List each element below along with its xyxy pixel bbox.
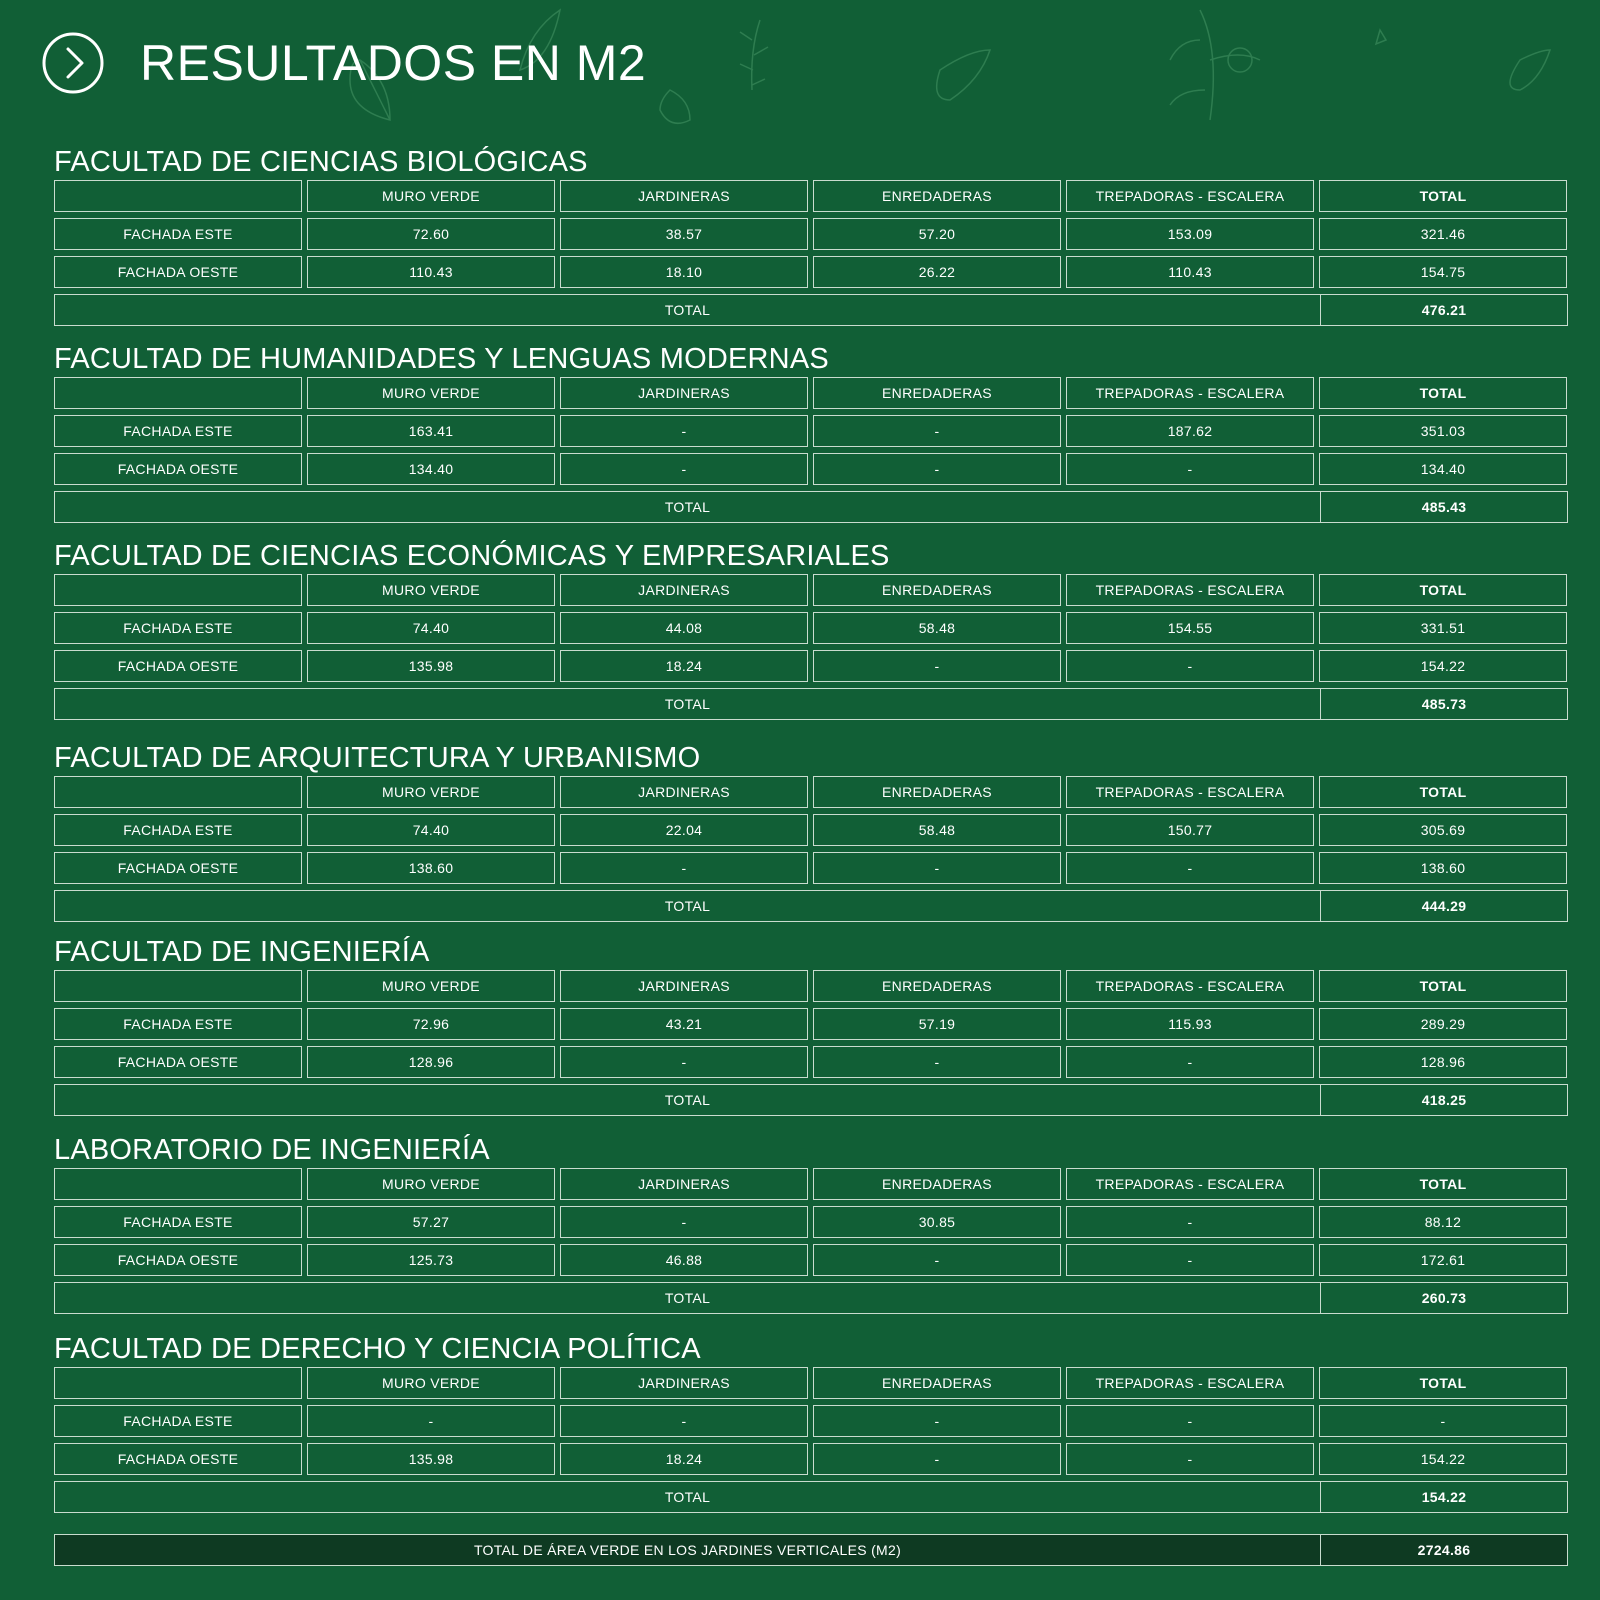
results-section — [54, 740, 1568, 922]
value-cell: 110.43 — [307, 256, 555, 288]
results-section — [54, 1132, 1568, 1314]
value-cell: - — [1066, 1405, 1314, 1437]
value-cell: - — [560, 1046, 808, 1078]
value-cell: 18.10 — [560, 256, 808, 288]
value-cell: 38.57 — [560, 218, 808, 250]
row-label: FACHADA OESTE — [54, 852, 302, 884]
value-cell: - — [560, 1405, 808, 1437]
column-header: MURO VERDE — [307, 1168, 555, 1200]
column-header: TREPADORAS - ESCALERA — [1066, 1168, 1314, 1200]
table-row — [54, 852, 1568, 884]
table-header-row — [54, 1168, 1568, 1200]
value-cell: 135.98 — [307, 1443, 555, 1475]
value-cell: - — [560, 1206, 808, 1238]
row-label: FACHADA ESTE — [54, 415, 302, 447]
value-cell: 57.20 — [813, 218, 1061, 250]
value-cell: 125.73 — [307, 1244, 555, 1276]
table-row — [54, 218, 1568, 250]
row-label: FACHADA OESTE — [54, 1443, 302, 1475]
section-title: FACULTAD DE CIENCIAS ECONÓMICAS Y EMPRESARIALES — [54, 540, 890, 572]
value-cell: - — [813, 415, 1061, 447]
section-title: FACULTAD DE CIENCIAS BIOLÓGICAS — [54, 146, 588, 178]
column-header: JARDINERAS — [560, 180, 808, 212]
column-header: MURO VERDE — [307, 1367, 555, 1399]
table-header-row — [54, 776, 1568, 808]
results-section — [54, 341, 1568, 523]
value-cell: - — [813, 650, 1061, 682]
results-section — [54, 538, 1568, 720]
value-cell: - — [813, 1046, 1061, 1078]
value-cell: 138.60 — [1319, 852, 1567, 884]
column-header — [54, 377, 302, 409]
value-cell: 187.62 — [1066, 415, 1314, 447]
total-row — [54, 491, 1568, 523]
total-value: 154.22 — [1320, 1481, 1568, 1513]
column-header: ENREDADERAS — [813, 180, 1061, 212]
row-label: FACHADA OESTE — [54, 1046, 302, 1078]
row-label: FACHADA ESTE — [54, 1008, 302, 1040]
value-cell: 57.19 — [813, 1008, 1061, 1040]
chevron-right-circle-icon[interactable] — [42, 32, 104, 94]
column-header: TOTAL — [1319, 1367, 1567, 1399]
value-cell: - — [1319, 1405, 1567, 1437]
table-row — [54, 1443, 1568, 1475]
value-cell: - — [813, 1405, 1061, 1437]
value-cell: 115.93 — [1066, 1008, 1314, 1040]
column-header: MURO VERDE — [307, 180, 555, 212]
column-header: TREPADORAS - ESCALERA — [1066, 1367, 1314, 1399]
value-cell: 88.12 — [1319, 1206, 1567, 1238]
table-row — [54, 256, 1568, 288]
grand-total-value: 2724.86 — [1320, 1534, 1568, 1566]
value-cell: 154.22 — [1319, 1443, 1567, 1475]
value-cell: 150.77 — [1066, 814, 1314, 846]
total-value: 485.73 — [1320, 688, 1568, 720]
column-header: ENREDADERAS — [813, 776, 1061, 808]
total-label: TOTAL — [54, 294, 1320, 326]
section-title: FACULTAD DE DERECHO Y CIENCIA POLÍTICA — [54, 1333, 701, 1365]
value-cell: 57.27 — [307, 1206, 555, 1238]
value-cell: - — [560, 415, 808, 447]
column-header: JARDINERAS — [560, 1367, 808, 1399]
row-label: FACHADA ESTE — [54, 218, 302, 250]
total-label: TOTAL — [54, 1084, 1320, 1116]
row-label: FACHADA ESTE — [54, 1405, 302, 1437]
total-label: TOTAL — [54, 1282, 1320, 1314]
value-cell: 138.60 — [307, 852, 555, 884]
value-cell: - — [813, 1244, 1061, 1276]
total-value: 418.25 — [1320, 1084, 1568, 1116]
value-cell: 134.40 — [307, 453, 555, 485]
total-label: TOTAL — [54, 491, 1320, 523]
value-cell: 135.98 — [307, 650, 555, 682]
column-header: TOTAL — [1319, 1168, 1567, 1200]
column-header: ENREDADERAS — [813, 1168, 1061, 1200]
total-row — [54, 294, 1568, 326]
value-cell: - — [560, 453, 808, 485]
value-cell: 153.09 — [1066, 218, 1314, 250]
total-value: 485.43 — [1320, 491, 1568, 523]
value-cell: 26.22 — [813, 256, 1061, 288]
value-cell: 22.04 — [560, 814, 808, 846]
value-cell: 163.41 — [307, 415, 555, 447]
value-cell: - — [813, 852, 1061, 884]
value-cell: - — [813, 1443, 1061, 1475]
total-row — [54, 1481, 1568, 1513]
value-cell: 172.61 — [1319, 1244, 1567, 1276]
value-cell: - — [1066, 650, 1314, 682]
column-header: MURO VERDE — [307, 574, 555, 606]
value-cell: 43.21 — [560, 1008, 808, 1040]
total-label: TOTAL — [54, 890, 1320, 922]
value-cell: - — [307, 1405, 555, 1437]
table-row — [54, 1046, 1568, 1078]
column-header: JARDINERAS — [560, 970, 808, 1002]
value-cell: 72.96 — [307, 1008, 555, 1040]
section-title: FACULTAD DE HUMANIDADES Y LENGUAS MODERNAS — [54, 343, 829, 375]
column-header: TOTAL — [1319, 970, 1567, 1002]
value-cell: 18.24 — [560, 650, 808, 682]
grand-total-row — [54, 1534, 1568, 1566]
results-section — [54, 1331, 1568, 1513]
value-cell: 154.75 — [1319, 256, 1567, 288]
value-cell: 58.48 — [813, 612, 1061, 644]
results-section — [54, 934, 1568, 1116]
table-header-row — [54, 180, 1568, 212]
grand-total-label: TOTAL DE ÁREA VERDE EN LOS JARDINES VERTICALES (M2) — [54, 1534, 1320, 1566]
table-header-row — [54, 377, 1568, 409]
value-cell: - — [1066, 1046, 1314, 1078]
row-label: FACHADA OESTE — [54, 453, 302, 485]
table-row — [54, 612, 1568, 644]
column-header: MURO VERDE — [307, 377, 555, 409]
value-cell: 321.46 — [1319, 218, 1567, 250]
column-header — [54, 574, 302, 606]
column-header: JARDINERAS — [560, 776, 808, 808]
row-label: FACHADA OESTE — [54, 1244, 302, 1276]
table-row — [54, 814, 1568, 846]
value-cell: 74.40 — [307, 612, 555, 644]
row-label: FACHADA ESTE — [54, 814, 302, 846]
table-header-row — [54, 1367, 1568, 1399]
column-header — [54, 180, 302, 212]
column-header: TREPADORAS - ESCALERA — [1066, 377, 1314, 409]
table-header-row — [54, 574, 1568, 606]
table-row — [54, 1008, 1568, 1040]
row-label: FACHADA ESTE — [54, 612, 302, 644]
column-header: ENREDADERAS — [813, 377, 1061, 409]
column-header — [54, 776, 302, 808]
total-value: 476.21 — [1320, 294, 1568, 326]
total-value: 260.73 — [1320, 1282, 1568, 1314]
header — [42, 30, 646, 96]
value-cell: 305.69 — [1319, 814, 1567, 846]
page-title: RESULTADOS EN M2 — [140, 35, 647, 91]
column-header — [54, 970, 302, 1002]
column-header: JARDINERAS — [560, 574, 808, 606]
column-header: MURO VERDE — [307, 776, 555, 808]
column-header: TREPADORAS - ESCALERA — [1066, 180, 1314, 212]
value-cell: 134.40 — [1319, 453, 1567, 485]
value-cell: 289.29 — [1319, 1008, 1567, 1040]
column-header: ENREDADERAS — [813, 1367, 1061, 1399]
value-cell: - — [1066, 453, 1314, 485]
value-cell: 30.85 — [813, 1206, 1061, 1238]
column-header — [54, 1367, 302, 1399]
table-row — [54, 415, 1568, 447]
column-header: JARDINERAS — [560, 1168, 808, 1200]
value-cell: 128.96 — [307, 1046, 555, 1078]
value-cell: 128.96 — [1319, 1046, 1567, 1078]
column-header: ENREDADERAS — [813, 970, 1061, 1002]
column-header: JARDINERAS — [560, 377, 808, 409]
column-header: TREPADORAS - ESCALERA — [1066, 970, 1314, 1002]
column-header: TOTAL — [1319, 776, 1567, 808]
total-label: TOTAL — [54, 688, 1320, 720]
value-cell: 351.03 — [1319, 415, 1567, 447]
column-header: TREPADORAS - ESCALERA — [1066, 776, 1314, 808]
column-header: TREPADORAS - ESCALERA — [1066, 574, 1314, 606]
value-cell: - — [1066, 1206, 1314, 1238]
row-label: FACHADA OESTE — [54, 650, 302, 682]
table-row — [54, 1206, 1568, 1238]
value-cell: 154.55 — [1066, 612, 1314, 644]
value-cell: 110.43 — [1066, 256, 1314, 288]
total-row — [54, 688, 1568, 720]
total-row — [54, 1084, 1568, 1116]
total-row — [54, 890, 1568, 922]
table-header-row — [54, 970, 1568, 1002]
value-cell: - — [1066, 1443, 1314, 1475]
section-title: FACULTAD DE INGENIERÍA — [54, 936, 430, 968]
value-cell: - — [813, 453, 1061, 485]
section-title: FACULTAD DE ARQUITECTURA Y URBANISMO — [54, 742, 701, 774]
value-cell: 44.08 — [560, 612, 808, 644]
results-section — [54, 144, 1568, 326]
value-cell: 58.48 — [813, 814, 1061, 846]
column-header: TOTAL — [1319, 377, 1567, 409]
column-header: TOTAL — [1319, 574, 1567, 606]
table-row — [54, 1244, 1568, 1276]
table-row — [54, 1405, 1568, 1437]
value-cell: 74.40 — [307, 814, 555, 846]
value-cell: 18.24 — [560, 1443, 808, 1475]
value-cell: 154.22 — [1319, 650, 1567, 682]
total-label: TOTAL — [54, 1481, 1320, 1513]
value-cell: 331.51 — [1319, 612, 1567, 644]
total-row — [54, 1282, 1568, 1314]
row-label: FACHADA OESTE — [54, 256, 302, 288]
total-value: 444.29 — [1320, 890, 1568, 922]
value-cell: 46.88 — [560, 1244, 808, 1276]
value-cell: - — [560, 852, 808, 884]
value-cell: 72.60 — [307, 218, 555, 250]
column-header: MURO VERDE — [307, 970, 555, 1002]
table-row — [54, 453, 1568, 485]
value-cell: - — [1066, 1244, 1314, 1276]
section-title: LABORATORIO DE INGENIERÍA — [54, 1134, 490, 1166]
table-row — [54, 650, 1568, 682]
column-header: ENREDADERAS — [813, 574, 1061, 606]
column-header: TOTAL — [1319, 180, 1567, 212]
value-cell: - — [1066, 852, 1314, 884]
column-header — [54, 1168, 302, 1200]
row-label: FACHADA ESTE — [54, 1206, 302, 1238]
